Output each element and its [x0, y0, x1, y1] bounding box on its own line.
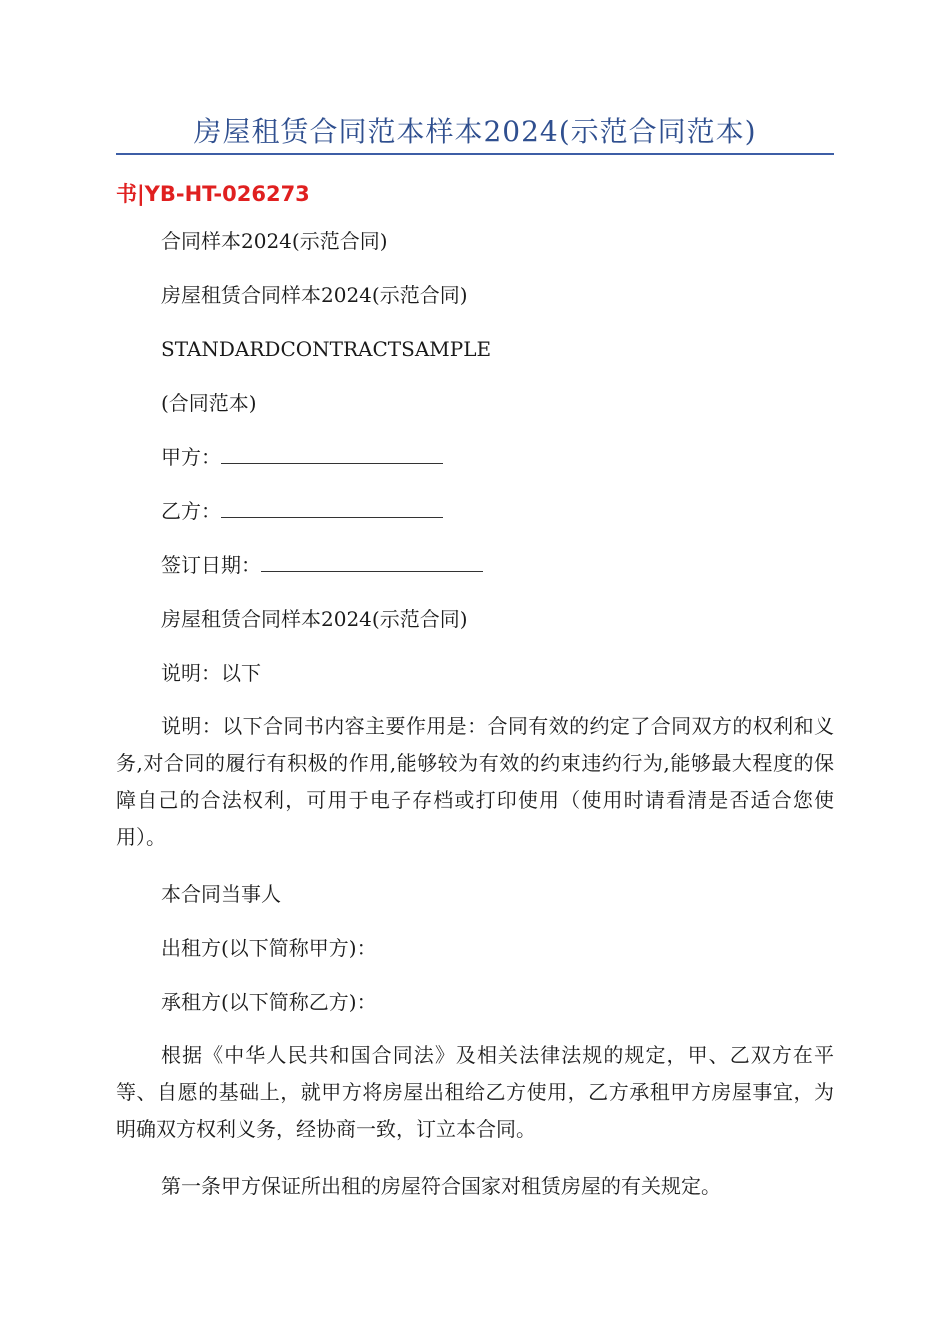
- lessee-line: 承租方(以下简称乙方)：: [161, 990, 377, 1014]
- party-b-blank[interactable]: [221, 497, 443, 518]
- document-code: 书|YB-HT-026273: [116, 182, 310, 206]
- note-paragraph: 说明：以下合同书内容主要作用是：合同有效的约定了合同双方的权利和义务,对合同的履行有积极的作用,能够较为有效的约束违约行为,能够最大程度的保障自己的合法权利，可用于电子存档或打印使用（使用时请看清是否适合您使用）。: [116, 714, 834, 849]
- subtitle-line: 房屋租赁合同样本2024(示范合同): [161, 283, 468, 307]
- date-row: [161, 551, 483, 579]
- date-label: 签订日期：: [161, 553, 261, 577]
- english-line: STANDARDCONTRACTSAMPLE: [161, 337, 492, 361]
- lessor-line: 出租方(以下简称甲方)：: [161, 936, 377, 960]
- article-1: 第一条甲方保证所出租的房屋符合国家对租赁房屋的有关规定。: [161, 1174, 721, 1198]
- party-a-blank[interactable]: [221, 443, 443, 464]
- parties-heading: 本合同当事人: [161, 882, 281, 906]
- document-title: 房屋租赁合同范本样本2024(示范合同范本): [193, 115, 757, 148]
- basis-paragraph: 根据《中华人民共和国合同法》及相关法律法规的规定，甲、乙双方在平等、自愿的基础上，就甲方将房屋出租给乙方使用，乙方承租甲方房屋事宜，为明确双方权利义务，经协商一致，订立本合同。: [116, 1043, 834, 1141]
- party-b-label: 乙方：: [161, 499, 221, 523]
- model-line: (合同范本): [161, 391, 257, 415]
- party-b-row: [161, 497, 443, 525]
- title-underline: [116, 153, 834, 155]
- date-blank[interactable]: [261, 551, 483, 572]
- subtitle-line-2: 房屋租赁合同样本2024(示范合同): [161, 607, 468, 631]
- party-a-label: 甲方：: [161, 445, 221, 469]
- note-short-line: 说明：以下: [161, 661, 261, 685]
- sample-line: 合同样本2024(示范合同): [161, 229, 388, 253]
- party-a-row: [161, 443, 443, 471]
